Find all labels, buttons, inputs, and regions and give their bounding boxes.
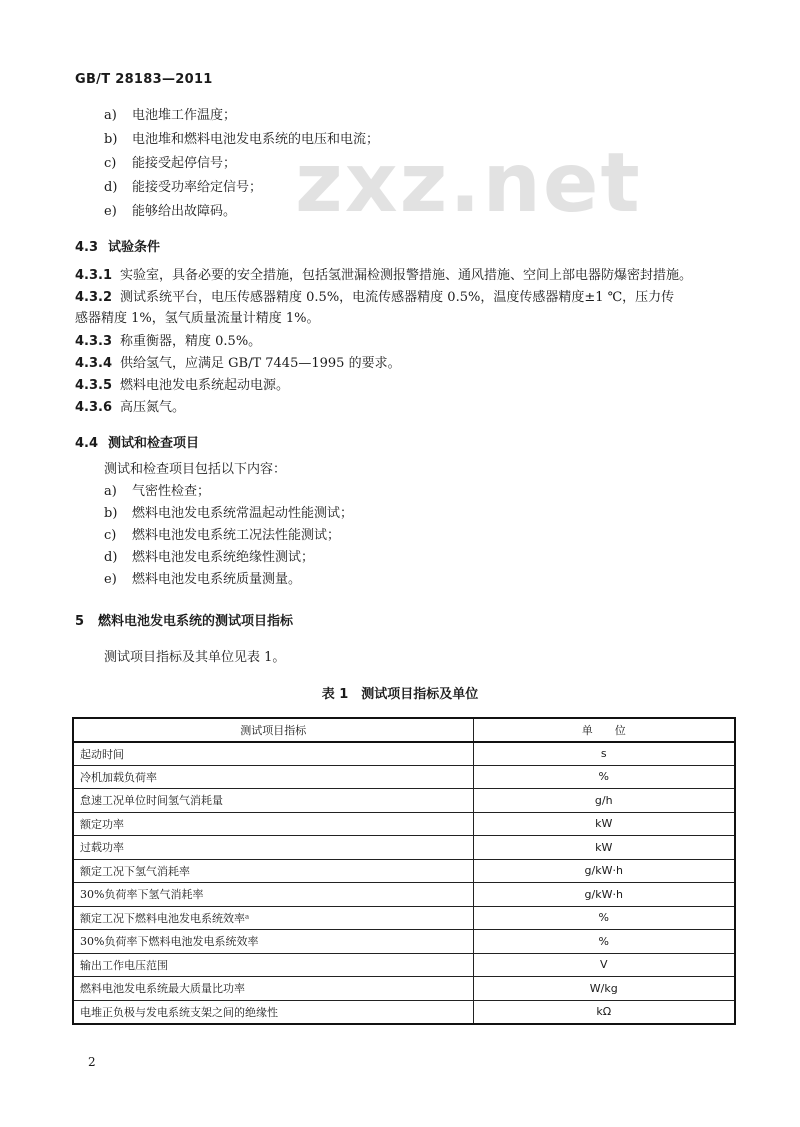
table-row [73,977,735,1001]
list-item-label: e) [104,572,117,587]
list-item-label: e) [104,204,117,219]
table-row [73,789,735,813]
list-item-label: d) [104,550,118,565]
clause-number: 4.3.6 [75,400,113,415]
list-item-label: a) [104,108,117,123]
table-row [73,812,735,836]
list-item-text: 电池堆和燃料电池发电系统的电压和电流； [132,132,380,147]
watermark: zxz.net [295,136,642,231]
table-row [73,953,735,977]
table-row [73,836,735,860]
table-cell-unit: W/kg [473,977,735,1001]
table-cell-item: 过载功率 [73,836,473,860]
clause-4-3-2-continuation: 感器精度 1%，氢气质量流量计精度 1%。 [75,311,320,326]
list-item [104,506,353,522]
clause-text: 称重衡器，精度 0.5%。 [120,334,262,349]
list-item-text: 电池堆工作温度； [132,108,237,123]
standard-code: GB/T 28183—2011 [75,72,213,87]
list-item [104,528,340,544]
table-row [73,930,735,954]
clause-number: 4.3.5 [75,378,113,393]
table-header-row [73,718,735,742]
page-number: 2 [88,1055,96,1069]
section-4-4-intro: 测试和检查项目包括以下内容： [104,462,287,477]
list-item-label: a) [104,484,117,499]
section-number: 4.3 [75,240,99,255]
list-item [104,132,379,148]
table-cell-item: 输出工作电压范围 [73,953,473,977]
section-number: 5 [75,614,85,629]
table-cell-item: 30%负荷率下氢气消耗率 [73,883,473,907]
table-cell-item: 怠速工况单位时间氢气消耗量 [73,789,473,813]
list-item [104,108,236,124]
clause-4-3-3 [75,334,261,350]
list-item [104,204,236,220]
table-caption: 表 1 测试项目指标及单位 [321,687,479,702]
spec-table [72,717,736,1025]
table-row [73,1000,735,1024]
table-cell-item: 额定功率 [73,812,473,836]
section-5-intro: 测试项目指标及其单位见表 1。 [104,650,286,665]
list-item-text: 能够给出故障码。 [132,204,237,219]
section-title-text: 试验条件 [108,240,161,255]
section-number: 4.4 [75,436,99,451]
list-item [104,572,301,588]
table-cell-item: 30%负荷率下燃料电池发电系统效率 [73,930,473,954]
clause-number: 4.3.3 [75,334,113,349]
list-item-text: 燃料电池发电系统绝缘性测试； [132,550,315,565]
table-cell-unit: % [473,930,735,954]
section-title-text: 测试和检查项目 [108,436,200,451]
list-item-text: 能接受功率给定信号； [132,180,263,195]
clause-4-3-1 [75,268,692,284]
table-row [73,906,735,930]
clause-text: 测试系统平台，电压传感器精度 0.5%，电流传感器精度 0.5%，温度传感器精度±1 ℃，压力传 [120,290,675,305]
section-title-4-4 [75,432,199,451]
list-item-text: 燃料电池发电系统质量测量。 [132,572,302,587]
table-row [73,742,735,766]
table-cell-unit: g/kW·h [473,859,735,883]
table-cell-unit: % [473,906,735,930]
table-cell-unit: g/h [473,789,735,813]
list-item-label: b) [104,132,118,147]
table-cell-unit: kΩ [473,1000,735,1024]
clause-number: 4.3.2 [75,290,113,305]
list-item-label: b) [104,506,118,521]
section-title-4-3 [75,236,160,255]
table-cell-unit: g/kW·h [473,883,735,907]
table-row [73,883,735,907]
table-header-cell: 测试项目指标 [73,718,473,742]
table-cell-item: 额定工况下燃料电池发电系统效率ᵃ [73,906,473,930]
clause-text: 燃料电池发电系统起动电源。 [120,378,290,393]
clause-text: 实验室，具备必要的安全措施，包括氢泄漏检测报警措施、通风措施、空间上部电器防爆密封措施。 [120,268,693,283]
list-item-text: 燃料电池发电系统常温起动性能测试； [132,506,354,521]
clause-text: 高压氮气。 [120,400,186,415]
section-title-text: 燃料电池发电系统的测试项目指标 [98,614,294,629]
clause-4-3-2 [75,290,674,306]
clause-4-3-4 [75,356,401,372]
table-cell-unit: V [473,953,735,977]
list-item-label: c) [104,156,117,171]
table-cell-unit: % [473,765,735,789]
clause-text: 供给氢气，应满足 GB/T 7445—1995 的要求。 [120,356,401,371]
table-cell-item: 燃料电池发电系统最大质量比功率 [73,977,473,1001]
table-cell-unit: kW [473,836,735,860]
list-item-text: 气密性检查； [132,484,211,499]
list-item-label: d) [104,180,118,195]
table-cell-item: 额定工况下氢气消耗率 [73,859,473,883]
clause-4-3-5 [75,378,289,394]
section-title-5 [75,610,293,629]
table-header-cell: 单 位 [473,718,735,742]
list-item [104,156,236,172]
list-item [104,550,314,566]
list-item-label: c) [104,528,117,543]
table-cell-unit: s [473,742,735,766]
clause-number: 4.3.4 [75,356,113,371]
table-cell-unit: kW [473,812,735,836]
clause-number: 4.3.1 [75,268,113,283]
table-row [73,859,735,883]
table-row [73,765,735,789]
list-item-text: 燃料电池发电系统工况法性能测试； [132,528,341,543]
list-item [104,484,210,500]
clause-4-3-6 [75,400,185,416]
list-item [104,180,262,196]
table-cell-item: 起动时间 [73,742,473,766]
table-cell-item: 电堆正负极与发电系统支架之间的绝缘性 [73,1000,473,1024]
table-cell-item: 冷机加载负荷率 [73,765,473,789]
list-item-text: 能接受起停信号； [132,156,237,171]
